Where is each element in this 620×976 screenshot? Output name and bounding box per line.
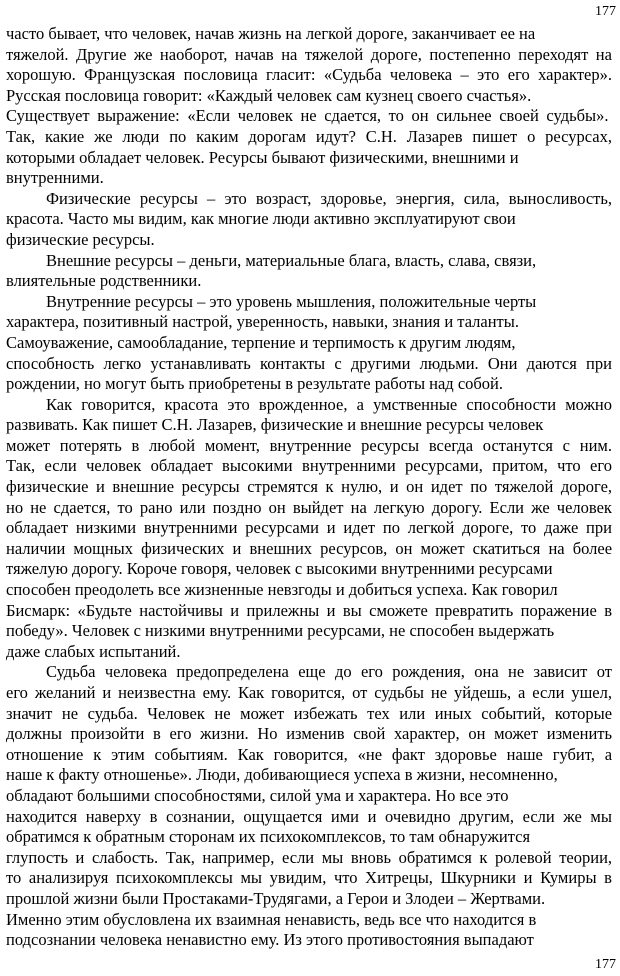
text-line: физические и внешние ресурсы стремятся к нулю, и он идет по тяжелой дороге, — [6, 477, 612, 497]
text-line: характера, позитивный настрой, уверенность, навыки, знания и таланты. — [6, 312, 519, 332]
text-line: может потерять в любой момент, внутренние ресурсы всегда останутся с ним. — [6, 435, 612, 455]
text-line: подсознании человека ненавистно ему. Из этого противостояния выпадают — [6, 930, 534, 950]
text-line: часто бывает, что человек, начав жизнь на легкой дороге, заканчивает ее на — [6, 24, 536, 43]
text-line: Так, если человек обладает высокими внутренними ресурсами, притом, что его — [6, 456, 612, 476]
text-line: обратимся к обратным сторонам их психокомплексов, то там обнаружится — [6, 827, 531, 847]
text-line: его желаний и неизвестна ему. Как говорится, от судьбы не уйдешь, а если ушел, — [6, 683, 612, 702]
text-line: обладает низкими внутренними ресурсами и идет по легкой дороге, то даже при — [6, 518, 612, 538]
text-line: Так, какие же люди по каким дорогам идут? С.Н. Лазарев пишет о ресурсах, — [6, 126, 612, 146]
text-line: Существует выражение: «Если человек не сдается, то он сильнее своей судьбы». — [6, 106, 609, 126]
page-number-top: 177 — [595, 4, 616, 19]
text-line: но не сдается, то рано или поздно он выйдет на легкую дорогу. Если же человек — [6, 497, 612, 517]
text-line: отношение к этим событиям. Как говорится, «не факт здоровье наше губит, а — [6, 744, 612, 764]
text-line: способность легко устанавливать контакты с другими людьми. Они даются при — [6, 353, 612, 373]
text-line: красота. Часто мы видим, как многие люди активно эксплуатируют свои — [6, 209, 516, 229]
text-line: должны произойти в его жизни. Но изменив свой характер, он может изменить — [6, 724, 612, 744]
text-line: прошлой жизни были Простаками-Трудягами, а Герои и Злодеи – Жертвами. — [6, 888, 546, 908]
text-line: Внутренние ресурсы – это уровень мышления, положительные черты — [46, 291, 537, 311]
text-line: то анализируя психокомплексы мы увидим, что Хитрецы, Шкурники и Кумиры в — [6, 868, 612, 888]
text-line: наше к факту отношенье». Люди, добивающиеся успеха в жизни, несомненно, — [6, 765, 558, 785]
text-line: Физические ресурсы – это возраст, здоровье, энергия, сила, выносливость, — [46, 188, 612, 208]
page-number-bottom: 177 — [595, 957, 616, 972]
text-line: хорошую. Французская пословица гласит: «Судьба человека – это его характер». — [6, 65, 612, 85]
text-line: находится наверху в сознании, ощущается ими и очевидно другим, если же мы — [6, 806, 612, 826]
text-line: способен преодолеть все жизненные невзгоды и добиться успеха. Как говорил — [6, 580, 558, 600]
text-line: тяжелой. Другие же наоборот, начав на тяжелой дороге, постепенно переходят на — [6, 44, 612, 64]
text-line: Именно этим обусловлена их взаимная ненависть, ведь все что находится в — [6, 909, 537, 929]
text-line: глупость и слабость. Так, например, если мы вновь обратимся к ролевой теории, — [6, 847, 612, 867]
text-line: Русская пословица говорит: «Каждый человек сам кузнец своего счастья». — [6, 85, 532, 105]
text-line: Внешние ресурсы – деньги, материальные блага, власть, слава, связи, — [46, 250, 537, 270]
text-line: физические ресурсы. — [6, 229, 155, 249]
body-text — [6, 24, 612, 951]
text-line: значит не судьба. Человек не может избежать тех или иных событий, которые — [6, 703, 612, 723]
text-line: победу». Человек с низкими внутренними ресурсами, не способен выдержать — [6, 621, 555, 641]
text-line: внутренними. — [6, 168, 104, 188]
text-line: даже слабых испытаний. — [6, 641, 181, 661]
text-line: Судьба человека предопределена еще до его рождения, она не зависит от — [46, 662, 612, 682]
text-line: наличии мощных физических и внешних ресурсов, он может скатиться на более — [6, 538, 612, 558]
text-line: Бисмарк: «Будьте настойчивы и прилежны и вы сможете превратить поражение в — [6, 600, 612, 620]
text-line: развивать. Как пишет С.Н. Лазарев, физические и внешние ресурсы человек — [6, 415, 544, 435]
text-line: тяжелую дорогу. Короче говоря, человек с высокими внутренними ресурсами — [6, 559, 553, 579]
text-line: рождении, но могут быть приобретены в результате работы над собой. — [6, 374, 503, 394]
text-line: Как говорится, красота это врожденное, а умственные способности можно — [46, 394, 612, 414]
text-line: которыми обладает человек. Ресурсы бывают физическими, внешними и — [6, 147, 519, 167]
text-line: обладают большими способностями, силой ума и характера. Но все это — [6, 785, 509, 805]
text-line: влиятельные родственники. — [6, 271, 202, 291]
text-line: Самоуважение, самообладание, терпение и терпимость к другим людям, — [6, 332, 516, 352]
